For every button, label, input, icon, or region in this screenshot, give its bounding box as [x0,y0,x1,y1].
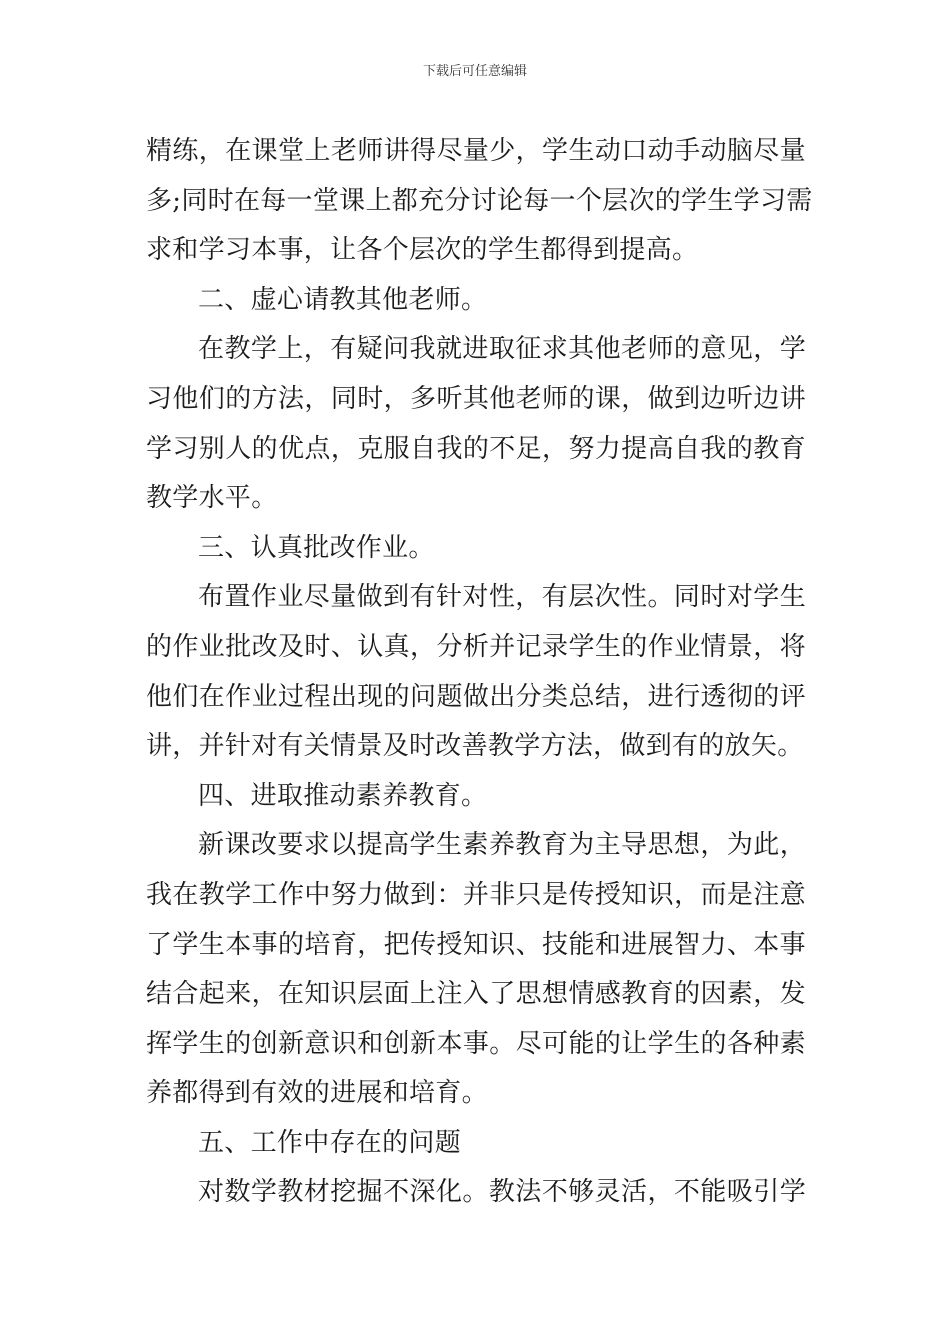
text-line: 精练，在课堂上老师讲得尽量少，学生动口动手动脑尽量 [146,136,806,166]
section-heading: 五、工作中存在的问题 [198,1127,462,1158]
text-line: 教学水平。 [146,483,278,514]
text-line: 习他们的方法，同时，多听其他老师的课，做到边听边讲 [146,383,806,414]
section-heading: 二、虚心请教其他老师。 [198,284,488,315]
text-line: 养都得到有效的进展和培育。 [146,1078,488,1109]
text-line: 求和学习本事，让各个层次的学生都得到提高。 [146,235,699,266]
text-line: 学习别人的优点，克服自我的不足，努力提高自我的教育 [146,433,806,464]
body-text [146,127,813,1218]
text-line: 在教学上，有疑问我就进取征求其他老师的意见，学 [198,334,806,365]
text-line: 他们在作业过程出现的问题做出分类总结，进行透彻的评 [146,681,806,712]
text-line: 多;同时在每一堂课上都充分讨论每一个层次的学生学习需 [146,185,813,216]
section-heading: 三、认真批改作业。 [198,532,435,563]
page-header: 下载后可任意编辑 [422,64,527,79]
text-line: 的作业批改及时、认真，分析并记录学生的作业情景，将 [146,631,806,662]
text-line: 我在教学工作中努力做到：并非只是传授知识，而是注意 [146,879,806,910]
text-line: 布置作业尽量做到有针对性，有层次性。同时对学生 [198,582,806,613]
text-line: 对数学教材挖掘不深化。教法不够灵活，不能吸引学 [198,1177,806,1208]
text-line: 讲，并针对有关情景及时改善教学方法，做到有的放矢。 [146,731,804,762]
text-line: 新课改要求以提高学生素养教育为主导思想，为此， [198,830,806,861]
section-heading: 四、进取推动素养教育。 [198,780,488,811]
text-line: 结合起来，在知识层面上注入了思想情感教育的因素，发 [146,979,806,1010]
text-line: 了学生本事的培育，把传授知识、技能和进展智力、本事 [146,929,806,960]
text-line: 挥学生的创新意识和创新本事。尽可能的让学生的各种素 [146,1028,806,1059]
